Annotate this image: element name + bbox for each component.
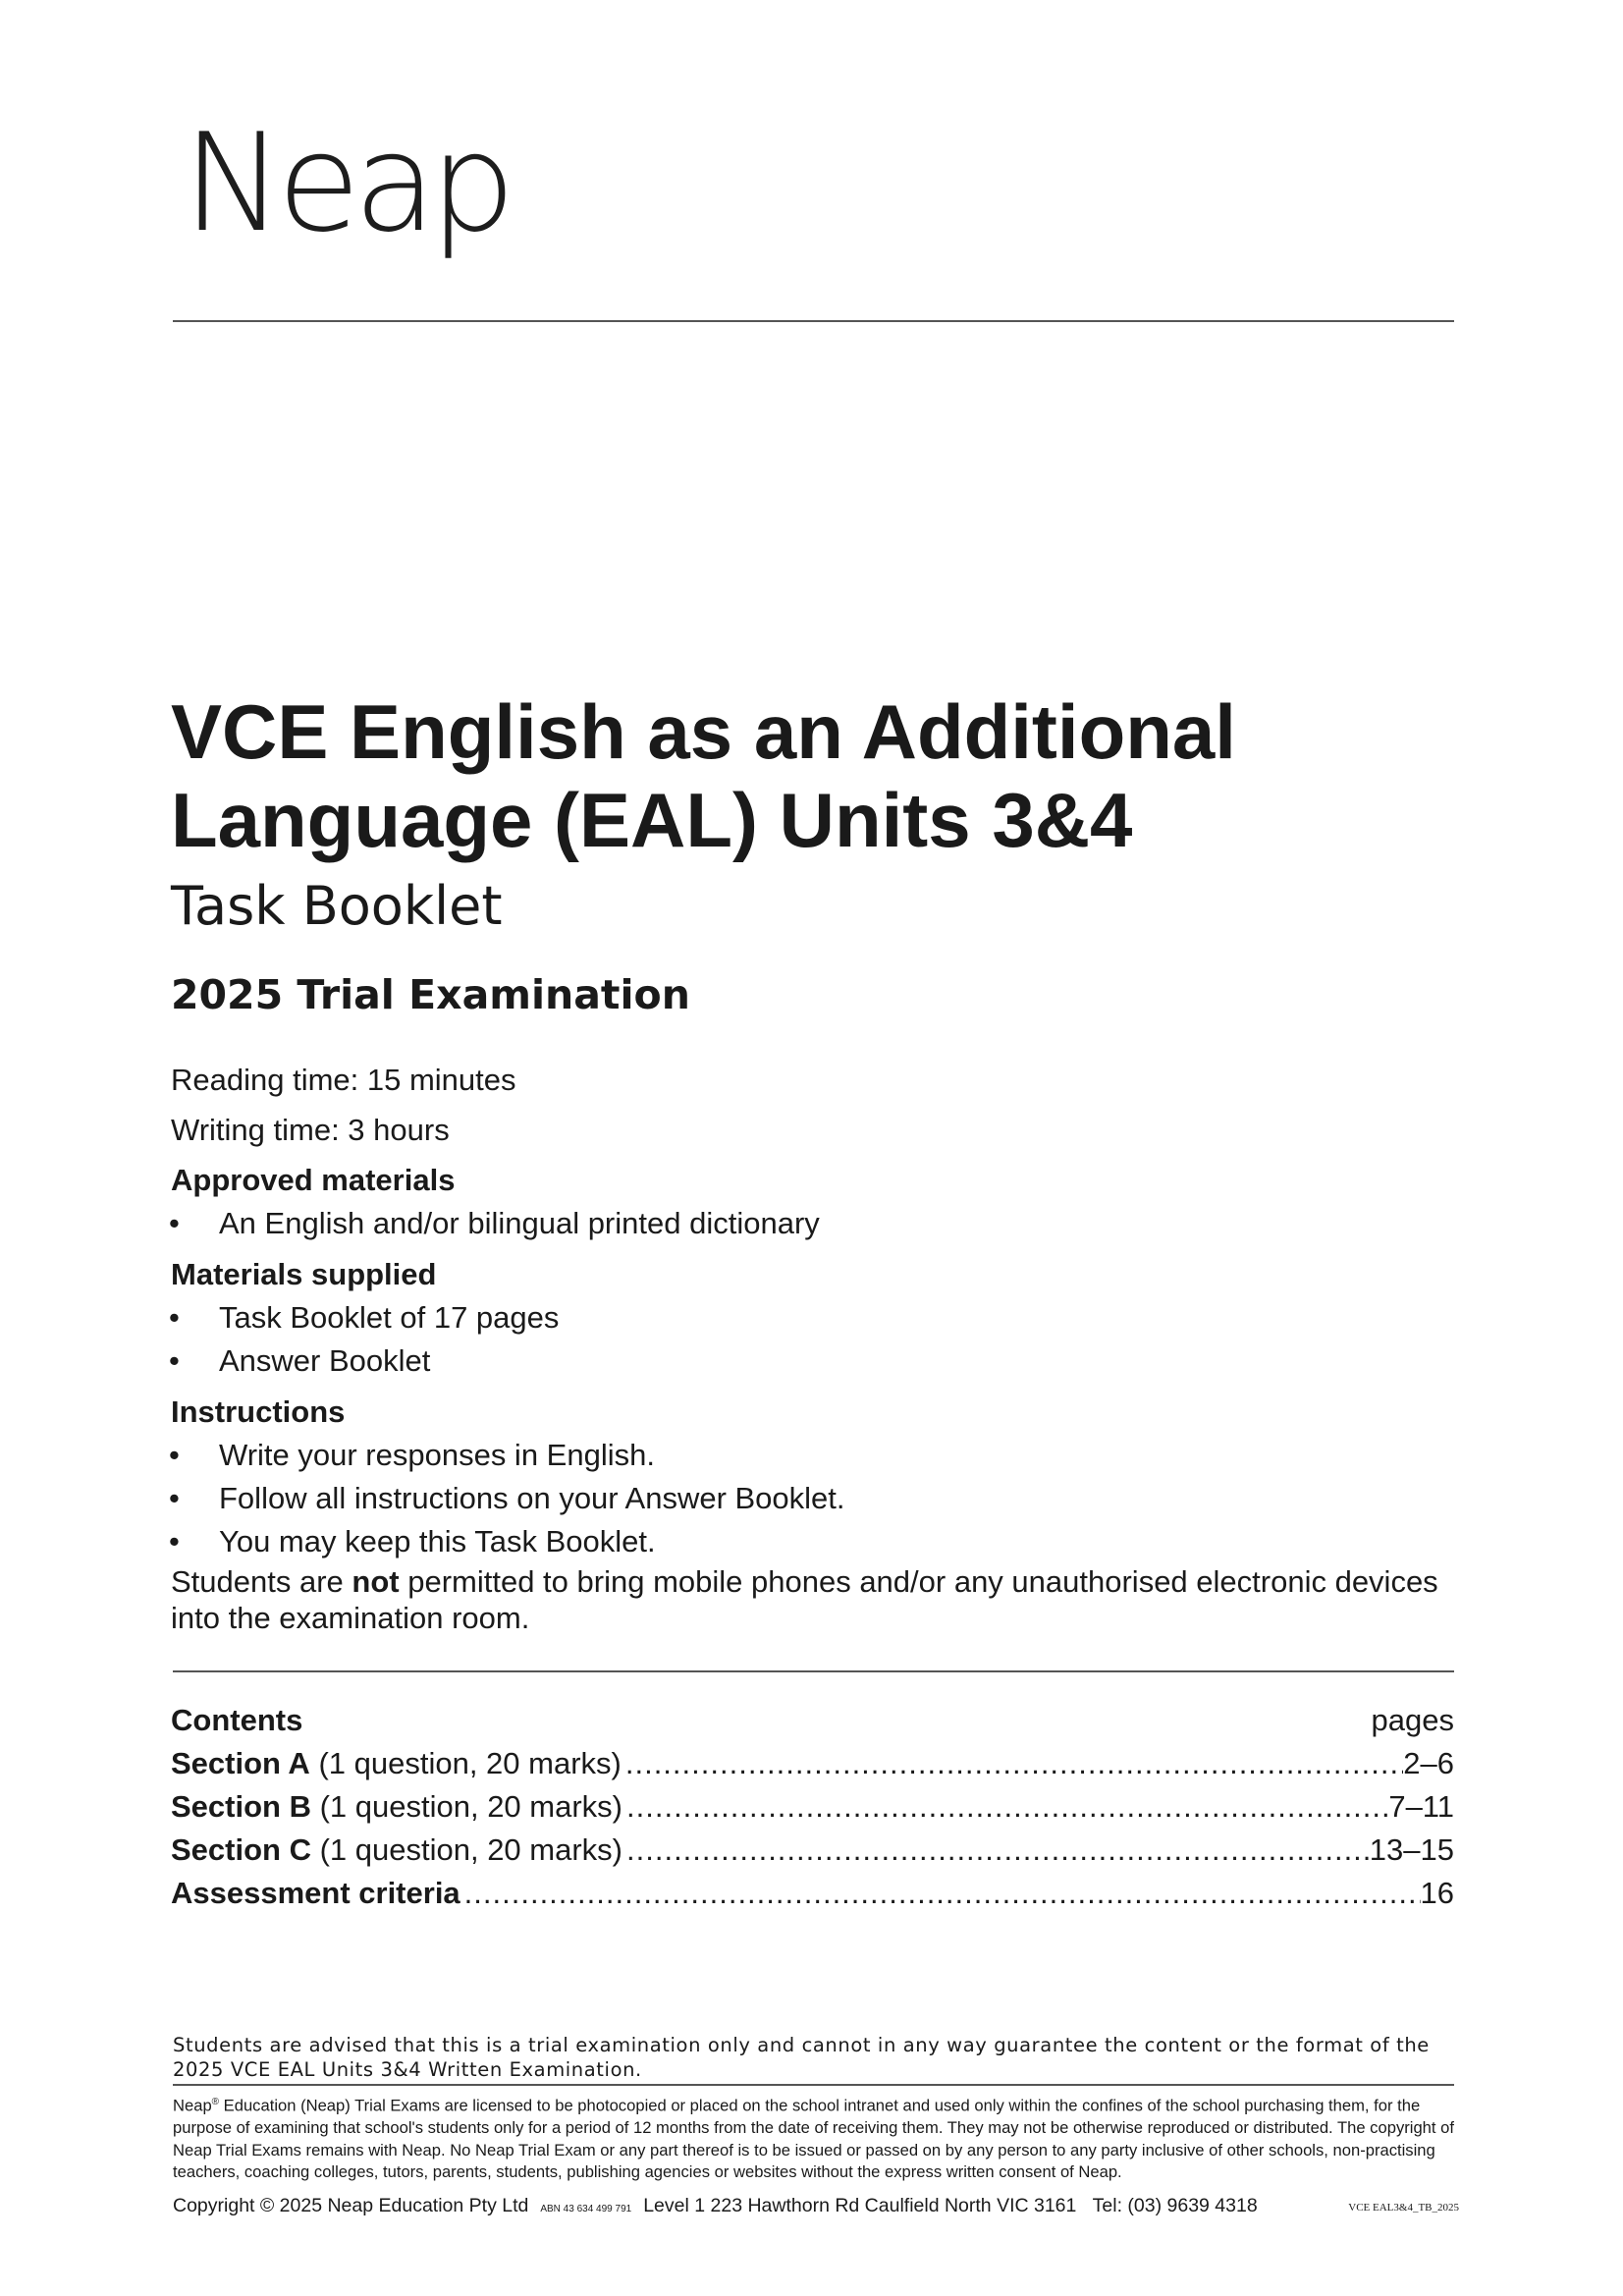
exam-title — [171, 687, 1447, 864]
contents-entry-pages: 2–6 — [1403, 1746, 1454, 1780]
booklet-code: VCE EAL3&4_TB_2025 — [1348, 2202, 1459, 2214]
contents-row — [171, 1789, 1454, 1825]
approved-materials-heading: Approved materials — [171, 1163, 456, 1197]
contents-header — [171, 1703, 1454, 1738]
dot-leader — [622, 1789, 1388, 1825]
header-divider — [173, 320, 1454, 322]
contents-entry — [171, 1876, 460, 1911]
bullet-icon: • — [169, 1438, 180, 1472]
contents-divider — [173, 1670, 1454, 1672]
footer — [173, 2197, 1459, 2216]
list-item-text: Follow all instructions on your Answer Booklet. — [219, 1481, 845, 1515]
contents-entry — [171, 1832, 622, 1868]
bullet-icon: • — [169, 1343, 180, 1378]
contents-entry — [171, 1746, 622, 1781]
notice-text: Students are — [171, 1564, 352, 1599]
footer-divider — [173, 2084, 1454, 2086]
contents-entry — [171, 1789, 622, 1825]
contents-entry-label: Section A — [171, 1746, 310, 1780]
contents-row — [171, 1746, 1454, 1781]
license-brand: Neap — [173, 2096, 212, 2115]
list-item-text: Write your responses in English. — [219, 1438, 655, 1472]
bullet-icon: • — [169, 1300, 180, 1335]
contents-entry-pages: 16 — [1420, 1876, 1454, 1910]
notice-text: permitted to bring mobile phones and/or any unauthorised electronic devices into the examination room. — [171, 1564, 1438, 1635]
bullet-icon: • — [169, 1524, 180, 1558]
contents-entry-detail: (1 question, 20 marks) — [310, 1832, 622, 1867]
contents-entry-detail: (1 question, 20 marks) — [310, 1789, 622, 1824]
telephone: Tel: (03) 9639 4318 — [1092, 2195, 1258, 2216]
bullet-icon: • — [169, 1481, 180, 1515]
license-text — [173, 2092, 1459, 2184]
contents-entry-label: Section B — [171, 1789, 311, 1824]
pages-label: pages — [1371, 1703, 1454, 1737]
license-body: Education (Neap) Trial Exams are licensed to be photocopied or placed on the school intranet and used only within the confines of the school purchasing them, for the purpose of examining that school's students only for a period of 12 months from the date of receiving them. They may not be otherwise reproduced or distributed. The copyright of Neap Trial Exams remains with Neap. No Neap Trial Exam or any part thereof is to be issued or passed on by any person to any party inclusive of other schools, non-practising teachers, coaching colleges, tutors, parents, students, publishing agencies or websites without the express written consent of Neap. — [173, 2096, 1454, 2182]
instructions-heading: Instructions — [171, 1394, 346, 1429]
contents-entry-detail: (1 question, 20 marks) — [309, 1746, 622, 1780]
list-item-text: Task Booklet of 17 pages — [219, 1300, 560, 1335]
contents-entry-pages: 7–11 — [1388, 1789, 1454, 1824]
list-item-text: An English and/or bilingual printed dictionary — [219, 1206, 820, 1240]
device-notice — [171, 1563, 1467, 1636]
contents-entry-label: Assessment criteria — [171, 1876, 460, 1910]
exam-year-heading: 2025 Trial Examination — [171, 971, 690, 1018]
contents-heading: Contents — [171, 1703, 303, 1737]
abn: ABN 43 634 499 791 — [540, 2204, 632, 2214]
contents-row — [171, 1832, 1454, 1868]
materials-supplied-heading: Materials supplied — [171, 1257, 437, 1291]
exam-title-line2: Language (EAL) Units 3&4 — [171, 777, 1133, 863]
notice-emphasis: not — [352, 1564, 400, 1599]
list-item-text: You may keep this Task Booklet. — [219, 1524, 656, 1558]
booklet-subtitle: Task Booklet — [171, 875, 503, 937]
trial-disclaimer: Students are advised that this is a trial examination only and cannot in any way guarantee the content or the format of the 2025 VCE EAL Units 3&4 Written Examination. — [173, 2034, 1430, 2081]
dot-leader — [622, 1832, 1370, 1868]
dot-leader — [622, 1746, 1403, 1781]
writing-time: Writing time: 3 hours — [171, 1113, 450, 1147]
reading-time: Reading time: 15 minutes — [171, 1063, 516, 1097]
bullet-icon: • — [169, 1206, 180, 1240]
list-item-text: Answer Booklet — [219, 1343, 431, 1378]
address: Level 1 223 Hawthorn Rd Caulfield North VIC 3161 — [643, 2195, 1077, 2216]
exam-title-line1: VCE English as an Additional — [171, 688, 1236, 775]
registered-mark: ® — [211, 2097, 220, 2107]
dot-leader — [460, 1876, 1421, 1911]
contents-row — [171, 1876, 1454, 1911]
contents-entry-pages: 13–15 — [1369, 1832, 1454, 1867]
copyright: Copyright © 2025 Neap Education Pty Ltd — [173, 2195, 529, 2216]
neap-logo: Neap — [183, 104, 510, 262]
contents-entry-label: Section C — [171, 1832, 311, 1867]
